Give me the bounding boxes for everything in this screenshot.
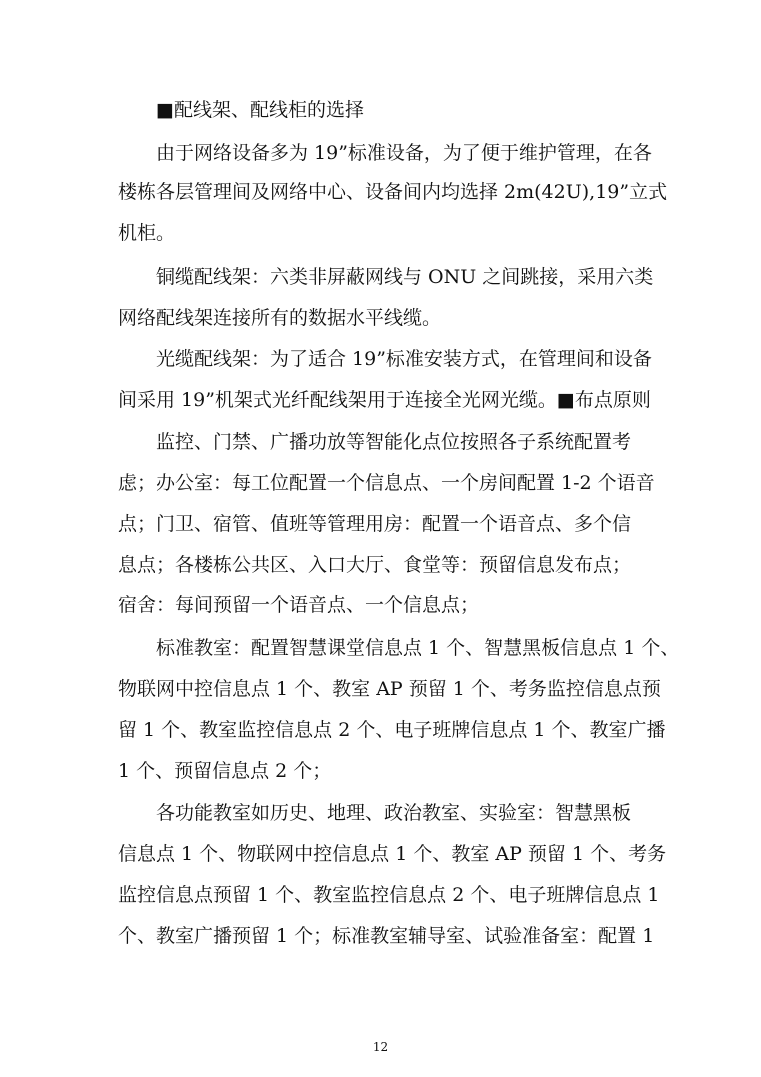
- paragraph-line: 个、教室广播预留 1 个；标准教室辅导室、试验准备室：配置 1: [118, 925, 655, 947]
- paragraph-line: 标准教室：配置智慧课堂信息点 1 个、智慧黑板信息点 1 个、: [156, 637, 680, 659]
- paragraph-line: 光缆配线架：为了适合 19”标准安装方式，在管理间和设备: [156, 348, 652, 370]
- paragraph-line: 各功能教室如历史、地理、政治教室、实验室：智慧黑板: [156, 802, 632, 824]
- paragraph-line: 虑；办公室：每工位配置一个信息点、一个房间配置 1-2 个语音: [118, 472, 655, 494]
- paragraph-line: 物联网中控信息点 1 个、教室 AP 预留 1 个、考务监控信息点预: [118, 678, 661, 700]
- paragraph-line: 点；门卫、宿管、值班等管理用房：配置一个语音点、多个信: [118, 513, 632, 535]
- section-heading: ■配线架、配线柜的选择: [156, 99, 364, 121]
- paragraph-line: 监控、门禁、广播功放等智能化点位按照各子系统配置考: [156, 431, 632, 453]
- paragraph-line: 铜缆配线架：六类非屏蔽网线与 ONU 之间跳接，采用六类: [156, 266, 654, 288]
- paragraph-line: 机柜。: [118, 222, 176, 244]
- paragraph-line: 留 1 个、教室监控信息点 2 个、电子班牌信息点 1 个、教室广播: [118, 719, 666, 741]
- paragraph-line: 1 个、预留信息点 2 个；: [118, 760, 332, 782]
- paragraph-line: 网络配线架连接所有的数据水平线缆。: [118, 307, 442, 329]
- paragraph-line: 息点；各楼栋公共区、入口大厅、食堂等：预留信息发布点；: [118, 554, 632, 576]
- page-number: 12: [372, 1040, 389, 1054]
- paragraph-line: 监控信息点预留 1 个、教室监控信息点 2 个、电子班牌信息点 1: [118, 884, 660, 906]
- paragraph-line: 由于网络设备多为 19”标准设备，为了便于维护管理，在各: [156, 142, 652, 164]
- paragraph-line: 宿舍：每间预留一个语音点、一个信息点；: [118, 594, 480, 616]
- paragraph-line: 信息点 1 个、物联网中控信息点 1 个、教室 AP 预留 1 个、考务: [118, 843, 667, 865]
- paragraph-line: 楼栋各层管理间及网络中心、设备间内均选择 2m(42U),19”立式: [118, 181, 668, 203]
- paragraph-line: 间采用 19”机架式光纤配线架用于连接全光网光缆。■布点原则: [118, 389, 651, 411]
